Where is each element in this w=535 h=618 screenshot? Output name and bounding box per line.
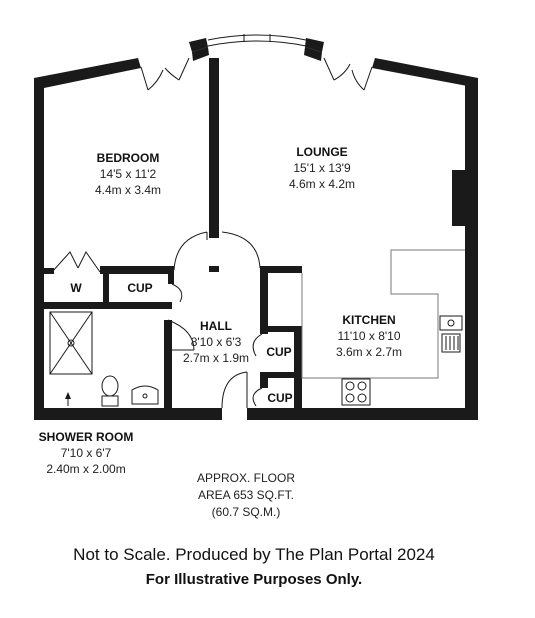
svg-text:BEDROOM: BEDROOM	[96, 151, 160, 165]
bedroom-label	[95, 151, 161, 197]
svg-text:(60.7 SQ.M.): (60.7 SQ.M.)	[211, 505, 281, 519]
hall-cup-lower-label: CUP	[267, 391, 293, 405]
svg-text:SHOWER ROOM: SHOWER ROOM	[38, 430, 134, 444]
svg-text:8'10 x 6'3: 8'10 x 6'3	[190, 335, 242, 349]
lounge-french-doors	[324, 58, 372, 90]
lounge-label	[289, 145, 355, 191]
svg-text:14'5 x 11'2: 14'5 x 11'2	[99, 167, 157, 181]
floor-area-note	[197, 471, 295, 519]
kitchen-counter	[302, 250, 465, 405]
hall-cup-upper-label: CUP	[266, 345, 292, 359]
svg-text:15'1 x 13'9: 15'1 x 13'9	[293, 161, 351, 175]
shower-fixtures	[50, 312, 158, 406]
svg-text:11'10 x 8'10: 11'10 x 8'10	[337, 329, 401, 343]
svg-text:HALL: HALL	[200, 319, 232, 333]
purpose-text: For Illustrative Purposes Only.	[145, 571, 363, 588]
svg-text:AREA 653 SQ.FT.: AREA 653 SQ.FT.	[197, 488, 295, 502]
svg-text:3.6m x 2.7m: 3.6m x 2.7m	[335, 345, 403, 359]
bay-window	[208, 34, 306, 46]
svg-text:2.7m x 1.9m: 2.7m x 1.9m	[182, 351, 250, 365]
bedroom-cup-label: CUP	[127, 281, 153, 295]
svg-text:2.40m x 2.00m: 2.40m x 2.00m	[46, 462, 126, 476]
svg-text:4.6m x 4.2m: 4.6m x 4.2m	[288, 177, 356, 191]
svg-text:7'10 x 6'7: 7'10 x 6'7	[60, 446, 112, 460]
shower-room-label	[39, 430, 134, 476]
hall-label	[183, 319, 249, 365]
disclaimer-text: Not to Scale. Produced by The Plan Portal 2024	[73, 545, 435, 564]
bedroom-french-doors	[141, 58, 189, 90]
kitchen-label	[336, 313, 402, 359]
internal-walls	[44, 58, 302, 408]
svg-text:4.4m x 3.4m: 4.4m x 3.4m	[94, 183, 162, 197]
svg-text:KITCHEN: KITCHEN	[342, 313, 396, 327]
svg-text:LOUNGE: LOUNGE	[296, 145, 348, 159]
outer-walls	[34, 38, 478, 420]
svg-text:APPROX. FLOOR: APPROX. FLOOR	[196, 471, 296, 485]
wardrobe-label: W	[70, 281, 82, 295]
